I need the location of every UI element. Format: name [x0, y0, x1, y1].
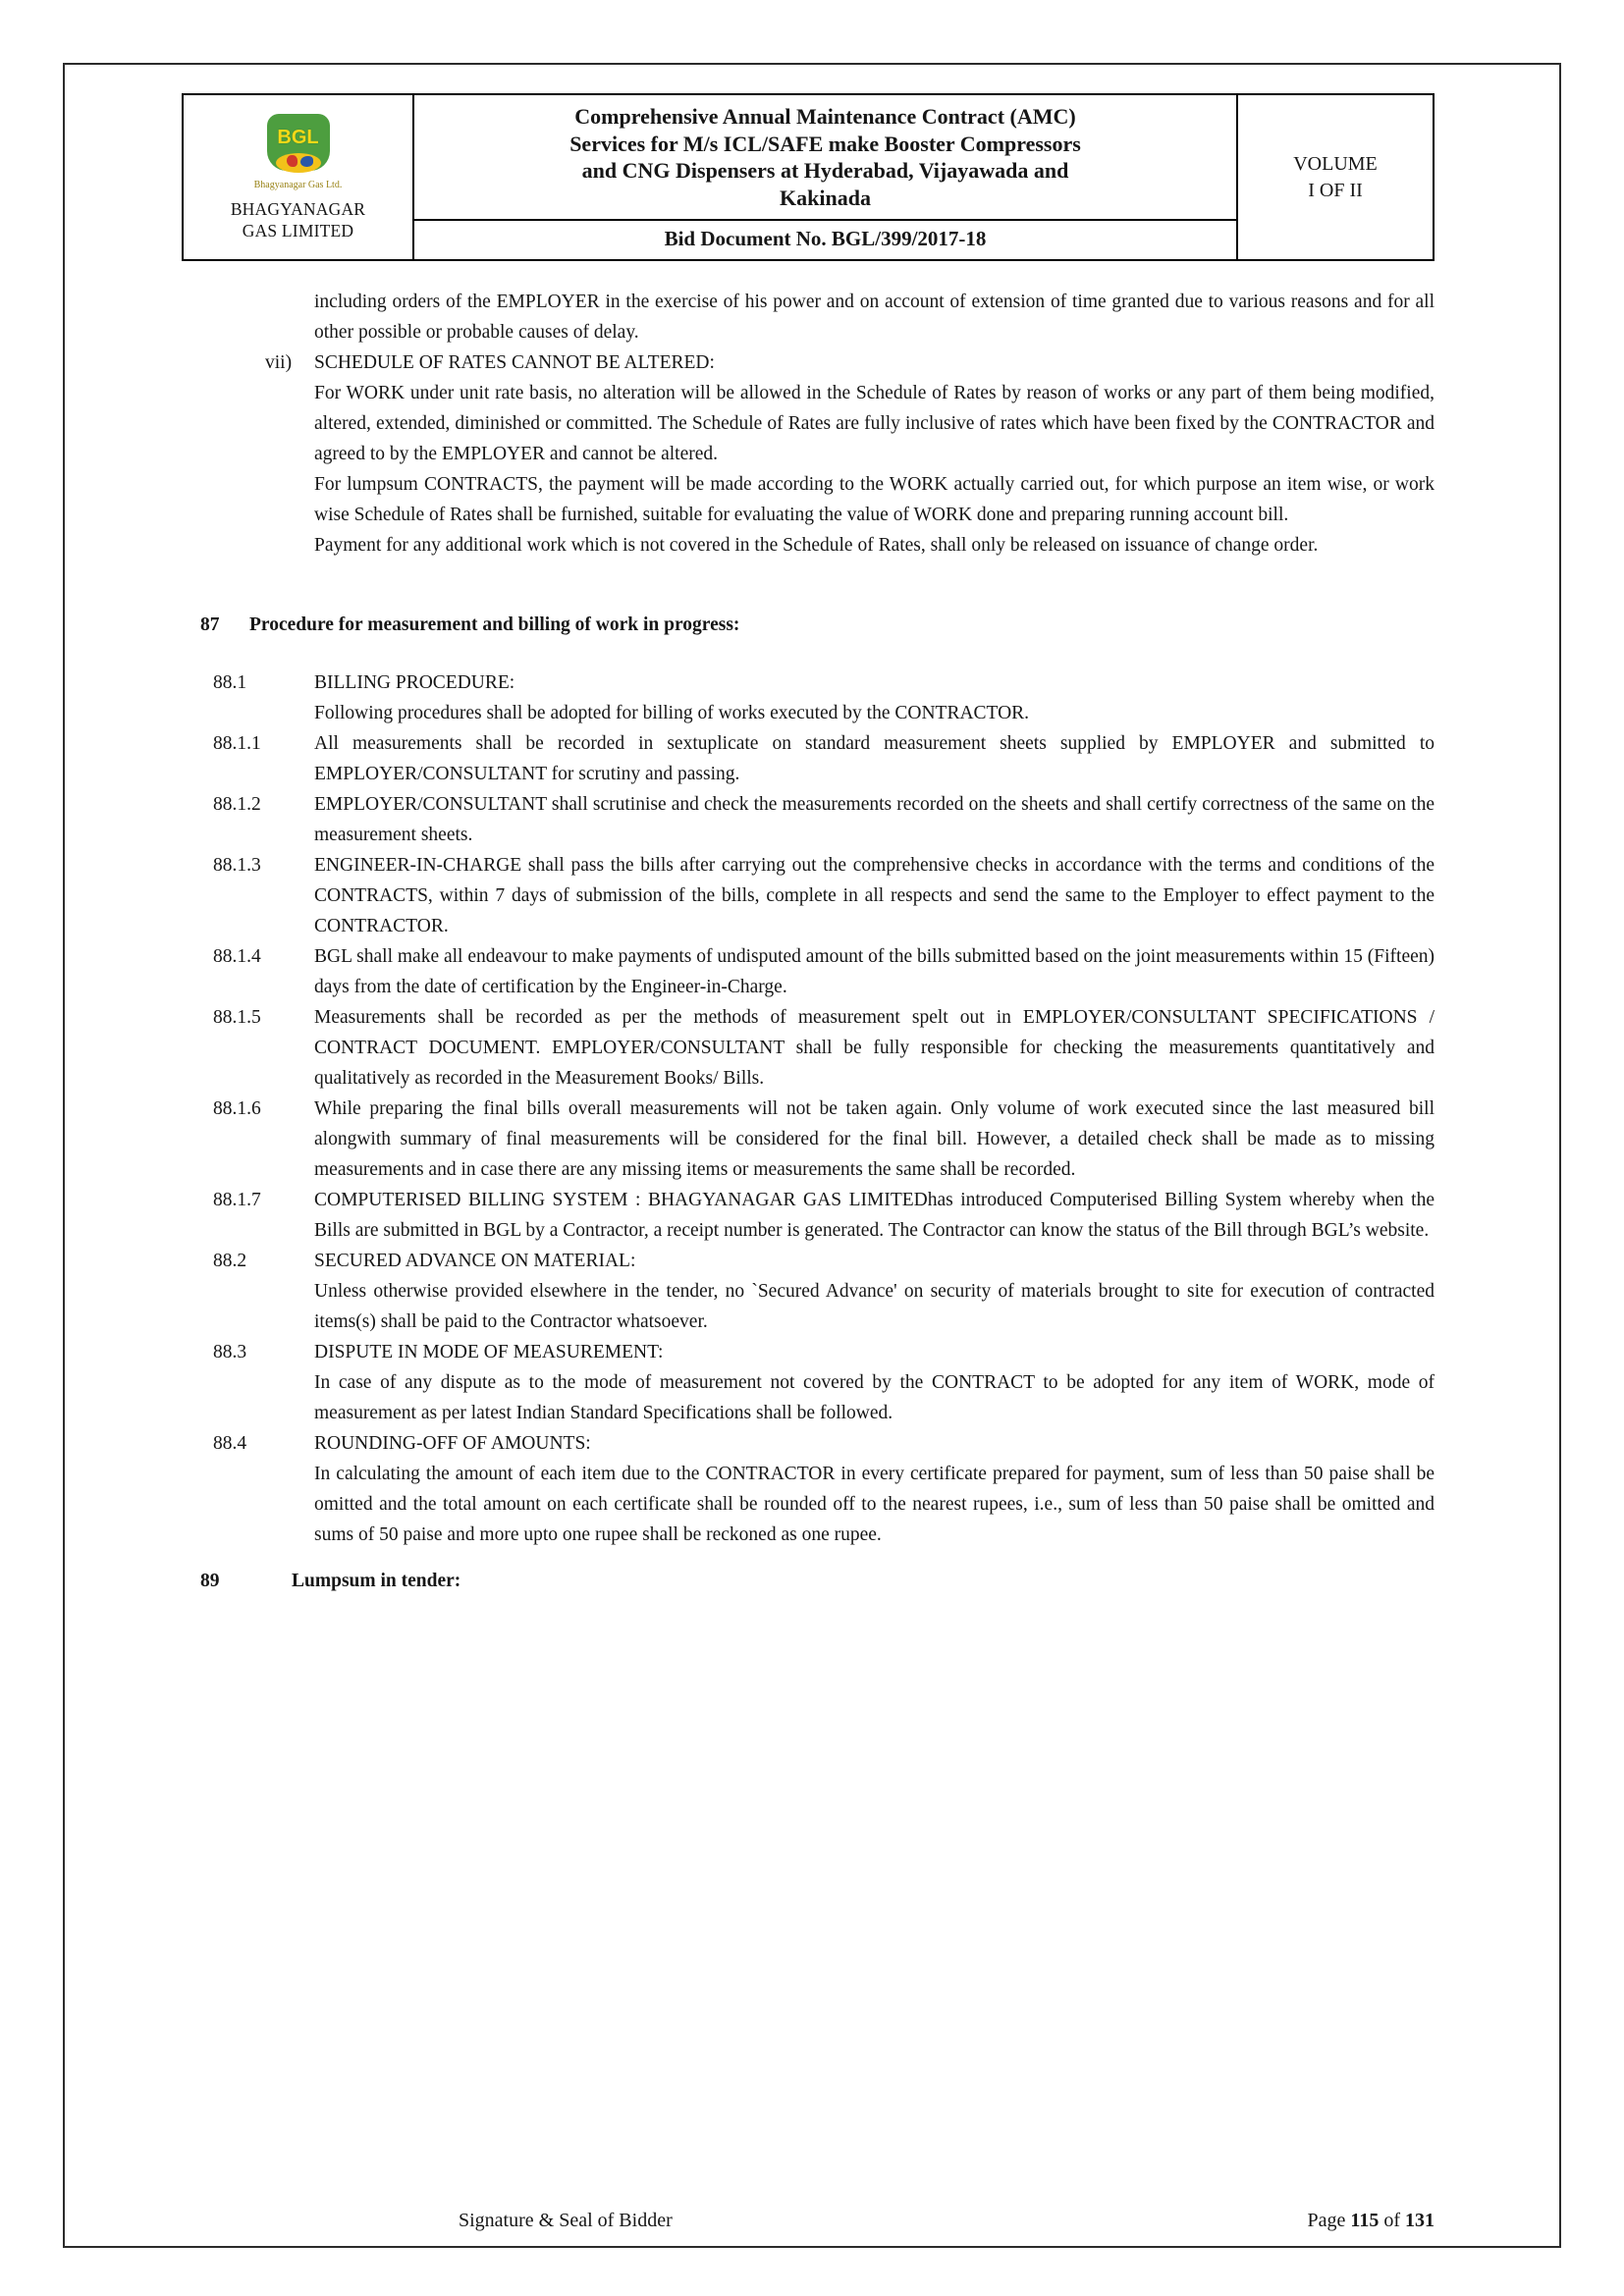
paragraph-text: All measurements shall be recorded in sextuplicate on standard measurement sheets supplied by EMPLOYER and submitted to EMPLOYER/CONSULTANT for scrutiny and passing. [314, 733, 1435, 784]
content-row [182, 728, 1435, 789]
content-row [182, 1459, 1435, 1550]
paragraph-text: EMPLOYER/CONSULTANT shall scrutinise and check the measurements recorded on the sheets and shall certify correctness of the same on the measurement sheets. [314, 794, 1435, 845]
paragraph-text: BGL shall make all endeavour to make payments of undisputed amount of the bills submitted based on the joint measurements within 15 (Fifteen) days from the date of certification by the Engineer-in-Charge. [314, 946, 1435, 997]
logo-yellow-shape [276, 153, 321, 173]
title-cell [414, 95, 1236, 259]
content [182, 287, 1435, 1596]
item-number: 88.3 [213, 1342, 247, 1362]
paragraph-text: In calculating the amount of each item due to the CONTRACTOR in every certificate prepared for payment, sum of less than 50 paise shall be omitted and the total amount on each certificate shall be rounded off to the nearest rupees, i.e., sum of less than 50 paise shall be omitted and sums of 50 paise and more upto one rupee shall be reckoned as one rupee. [314, 1464, 1435, 1545]
content-row [182, 1246, 1435, 1276]
logo-subtext: Bhagyanagar Gas Ltd. [253, 179, 343, 190]
logo-bgl-text: BGL [277, 127, 319, 148]
title-line-3: and CNG Dispensers at Hyderabad, Vijayawada and [581, 158, 1069, 183]
content-row [182, 1428, 1435, 1459]
page-word: Page [1307, 2210, 1346, 2231]
page-total: 131 [1405, 2210, 1435, 2231]
item-number: 88.1.4 [213, 946, 261, 967]
logo-blue-shape [300, 156, 313, 167]
item-number [182, 1276, 314, 1337]
item-number: 88.1.5 [213, 1007, 261, 1028]
content-row [182, 1094, 1435, 1185]
paragraph-text: SCHEDULE OF RATES CANNOT BE ALTERED: [314, 352, 715, 373]
paragraph-text: including orders of the EMPLOYER in the exercise of his power and on account of extension of time granted due to various reasons and for all other possible or probable causes of delay. [314, 292, 1435, 343]
content-row [182, 469, 1435, 530]
paragraph-text: ENGINEER-IN-CHARGE shall pass the bills after carrying out the comprehensive checks in accordance with the terms and conditions of the CONTRACTS, within 7 days of submission of the bills, complete in all respects and send the same to the Employer to effect payment to the CONTRACTOR. [314, 855, 1435, 936]
content-row [182, 1002, 1435, 1094]
logo-red-shape [287, 155, 298, 167]
bgl-logo-icon [254, 114, 343, 192]
paragraph-text: Payment for any additional work which is not covered in the Schedule of Rates, shall only be released on issuance of change order. [314, 535, 1319, 556]
content-row [182, 789, 1435, 850]
content-row [182, 1337, 1435, 1367]
paragraph-text: While preparing the final bills overall measurements will not be taken again. Only volume of work executed since the last measured bill alongwith summary of final measurements will be considered for the final bill. However, a detailed check shall be made as to missing measurements and in case there are any missing items or measurements the same shall be recorded. [314, 1098, 1435, 1180]
content-row [182, 1276, 1435, 1337]
content-row [182, 941, 1435, 1002]
volume-line2: I OF II [1308, 179, 1363, 201]
item-number: 87 [200, 614, 220, 635]
item-number: 88.1.1 [213, 733, 261, 754]
content-row [182, 667, 1435, 698]
paragraph-text: Procedure for measurement and billing of work in progress: [249, 614, 740, 635]
content-row [182, 530, 1435, 561]
item-number: 88.1.6 [213, 1098, 261, 1119]
content-row [182, 378, 1435, 469]
paragraph-text: In case of any dispute as to the mode of measurement not covered by the CONTRACT to be adopted for any item of WORK, mode of measurement as per latest Indian Standard Specifications shall be followed. [314, 1372, 1435, 1423]
content-row [182, 610, 1435, 640]
paragraph-text: BILLING PROCEDURE: [314, 672, 515, 693]
header-table [182, 93, 1435, 261]
paragraph-text: Lumpsum in tender: [292, 1571, 461, 1591]
item-number: 88.1.7 [213, 1190, 261, 1210]
content-row [182, 1566, 1435, 1596]
page-border [63, 63, 1561, 2248]
item-number [182, 378, 314, 469]
company-name-line2: GAS LIMITED [242, 220, 354, 240]
item-number: 89 [200, 1571, 220, 1591]
page-number [1308, 2210, 1435, 2232]
volume-cell [1236, 95, 1433, 259]
content-row [182, 347, 1435, 378]
item-number: vii) [265, 352, 293, 373]
paragraph-text: For lumpsum CONTRACTS, the payment will be made according to the WORK actually carried out, for which purpose an item wise, or work wise Schedule of Rates shall be furnished, suitable for evaluating the value of WORK done and preparing running account bill. [314, 474, 1435, 525]
title-line-4: Kakinada [780, 185, 871, 210]
content-row [182, 1185, 1435, 1246]
item-number [182, 287, 314, 347]
paragraph-text: Following procedures shall be adopted for billing of works executed by the CONTRACTOR. [314, 703, 1030, 723]
signature-label: Signature & Seal of Bidder [459, 2210, 673, 2231]
content-row [182, 698, 1435, 728]
company-name-line1: BHAGYANAGAR [230, 198, 366, 219]
item-number: 88.2 [213, 1251, 247, 1271]
title-line-1: Comprehensive Annual Maintenance Contract (AMC) [574, 104, 1076, 129]
item-number [182, 469, 314, 530]
paragraph-text: ROUNDING-OFF OF AMOUNTS: [314, 1433, 591, 1454]
item-number [182, 698, 314, 728]
bid-document-number: Bid Document No. BGL/399/2017-18 [414, 219, 1236, 259]
paragraph-text: SECURED ADVANCE ON MATERIAL: [314, 1251, 636, 1271]
item-number [182, 1367, 314, 1428]
of-word: of [1383, 2210, 1400, 2231]
title-line-2: Services for M/s ICL/SAFE make Booster Compressors [569, 131, 1081, 156]
page-inner [65, 65, 1559, 1596]
paragraph-text: Measurements shall be recorded as per the methods of measurement spelt out in EMPLOYER/CONSULTANT SPECIFICATIONS / CONTRACT DOCUMENT. EMPLOYER/CONSULTANT shall be fully responsible for checking the measurements quantitatively and qualitatively as recorded in the Measurement Books/ Bills. [314, 1007, 1435, 1089]
page-current: 115 [1350, 2210, 1380, 2231]
item-number: 88.1 [213, 672, 247, 693]
item-number: 88.4 [213, 1433, 247, 1454]
footer [65, 2210, 1559, 2237]
content-row [182, 1367, 1435, 1428]
company-name [231, 198, 365, 241]
item-number [182, 530, 314, 561]
document-title [414, 95, 1236, 219]
paragraph-text: COMPUTERISED BILLING SYSTEM : BHAGYANAGAR GAS LIMITEDhas introduced Computerised Billing System whereby when the Bills are submitted in BGL by a Contractor, a receipt number is generated. The Contractor can know the status of the Bill through BGL’s website. [314, 1190, 1435, 1241]
content-row [182, 287, 1435, 347]
volume-line1: VOLUME [1293, 152, 1378, 175]
paragraph-text: For WORK under unit rate basis, no alteration will be allowed in the Schedule of Rates by reason of works or any part of them being modified, altered, extended, diminished or committed. The Schedule of Rates are fully inclusive of rates which have been fixed by the CONTRACTOR and agreed to by the EMPLOYER and cannot be altered. [314, 383, 1435, 464]
item-number [182, 1459, 314, 1550]
paragraph-text: Unless otherwise provided elsewhere in the tender, no `Secured Advance' on security of materials brought to site for execution of contracted items(s) shall be paid to the Contractor whatsoever. [314, 1281, 1435, 1332]
item-number: 88.1.3 [213, 855, 261, 876]
paragraph-text: DISPUTE IN MODE OF MEASUREMENT: [314, 1342, 664, 1362]
company-logo-cell [184, 95, 414, 259]
content-row [182, 850, 1435, 941]
item-number: 88.1.2 [213, 794, 261, 815]
